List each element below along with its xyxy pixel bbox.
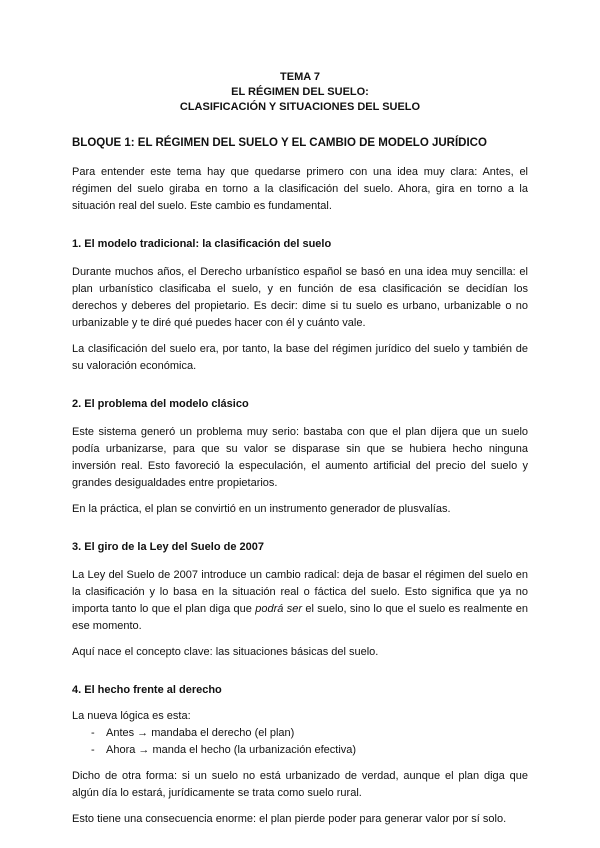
- list-item: - Antes → mandaba el derecho (el plan): [91, 725, 528, 742]
- tema-title: EL RÉGIMEN DEL SUELO:: [231, 86, 369, 98]
- section-1-heading: 1. El modelo tradicional: la clasificación del suelo: [72, 238, 332, 250]
- list-item: - Ahora → manda el hecho (la urbanización efectiva): [91, 742, 528, 759]
- section-4-lead: La nueva lógica es esta:: [72, 710, 191, 722]
- section-4-heading: 4. El hecho frente al derecho: [72, 684, 222, 696]
- section-3-paragraph-2: Aquí nace el concepto clave: las situaciones básicas del suelo.: [72, 646, 379, 658]
- section-2-paragraph-2: En la práctica, el plan se convirtió en un instrumento generador de plusvalías.: [72, 503, 451, 515]
- section-3-paragraph-1: [72, 567, 528, 635]
- intro-paragraph: Para entender este tema hay que quedarse primero con una idea muy clara: Antes, el régimen del suelo giraba en torno a la clasificación del suelo. Ahora, gira en torno a la situación real del suelo. Este cambio es fundamental.: [72, 166, 528, 212]
- document-page: [72, 70, 528, 828]
- section-4-paragraph-2: Dicho de otra forma: si un suelo no está urbanizado de verdad, aunque el plan diga que algún día lo estará, jurídicamente se trata como suelo rural.: [72, 770, 528, 799]
- document-header: [72, 70, 528, 115]
- section-3-heading: 3. El giro de la Ley del Suelo de 2007: [72, 541, 264, 553]
- section-4-paragraph-3: Esto tiene una consecuencia enorme: el plan pierde poder para generar valor por sí solo.: [72, 813, 507, 825]
- block-title: BLOQUE 1: EL RÉGIMEN DEL SUELO Y EL CAMBIO DE MODELO JURÍDICO: [72, 137, 487, 149]
- section-4-list: [72, 725, 528, 759]
- section-2-heading: 2. El problema del modelo clásico: [72, 398, 249, 410]
- section-3-text-before: La Ley del Suelo de 2007 introduce un cambio radical: deja de basar el régimen del suelo en la clasificación y lo basa en la situación real o fáctica del suelo. Esto significa que ya no importa tanto lo que el plan diga que: [72, 569, 528, 615]
- section-3-text-after: el suelo, sino lo que el suelo es realmente en ese momento.: [72, 603, 528, 632]
- section-3-emphasis: podrá ser: [255, 603, 302, 615]
- section-2-paragraph-1: Este sistema generó un problema muy serio: bastaba con que el plan dijera que un suelo podía urbanizarse, para que su valor se disparase sin que se hubiera hecho ninguna inversión real. Esto favoreció la especulación, el aumento artificial del precio del suelo y grandes desigualdades entre propietarios.: [72, 426, 528, 489]
- tema-number: TEMA 7: [280, 71, 320, 83]
- section-1-paragraph-2: La clasificación del suelo era, por tanto, la base del régimen jurídico del suelo y también de su valoración económica.: [72, 343, 528, 372]
- section-1-paragraph-1: Durante muchos años, el Derecho urbanístico español se basó en una idea muy sencilla: el plan urbanístico clasificaba el suelo, y en función de esa clasificación se decidían los derechos y deberes del propietario. Es decir: dime si tu suelo es urbano, urbanizable o no urbanizable y te diré qué puedes hacer con él y cuánto vale.: [72, 266, 528, 329]
- tema-subtitle: CLASIFICACIÓN Y SITUACIONES DEL SUELO: [179, 101, 421, 113]
